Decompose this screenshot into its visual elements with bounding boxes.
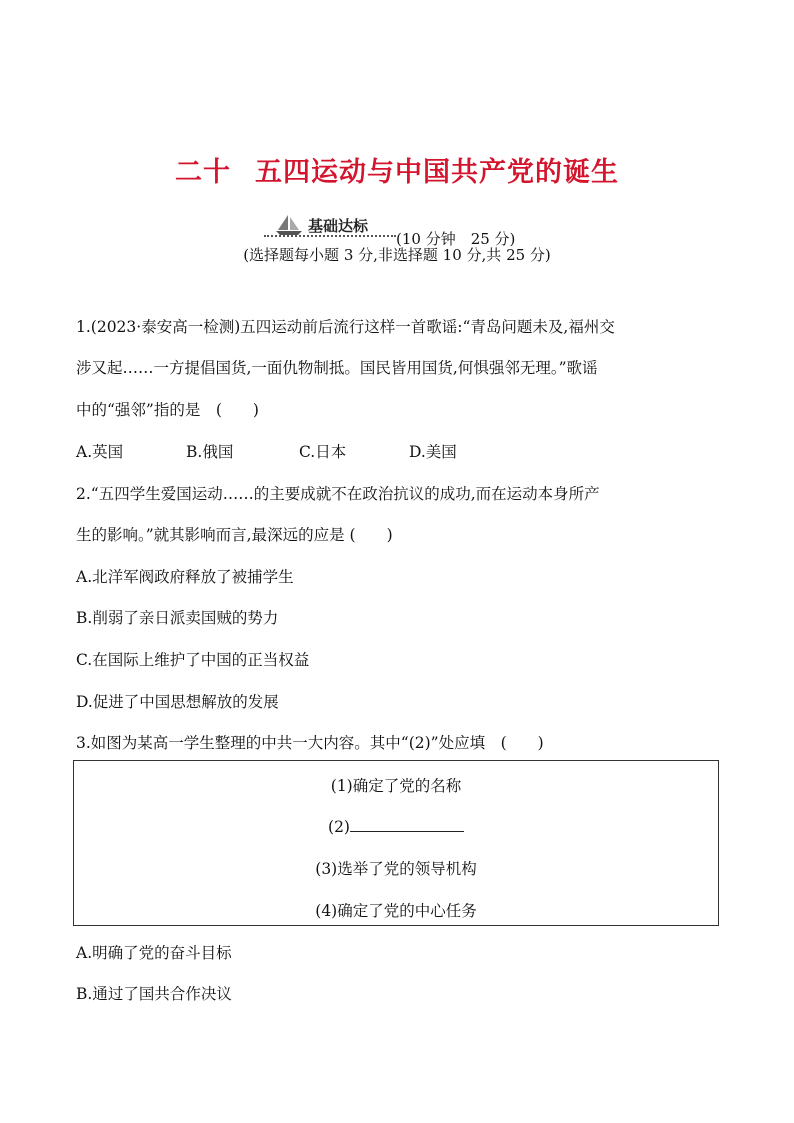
scoring-note: (选择题每小题 3 分,非选择题 10 分,共 25 分)	[243, 246, 551, 264]
q2-option-d[interactable]: D.促进了中国思想解放的发展	[76, 693, 279, 711]
q3-option-b[interactable]: B.通过了国共合作决议	[76, 985, 232, 1003]
q1-option-a[interactable]: A.英国	[76, 443, 124, 461]
answer-blank[interactable]	[350, 816, 464, 832]
q2-option-a[interactable]: A.北洋军阀政府释放了被捕学生	[76, 568, 294, 586]
q3-stem: 3.如图为某高一学生整理的中共一大内容。其中“(2)”处应填 ( )	[76, 734, 544, 752]
q3-content-box	[73, 760, 719, 926]
dotted-divider	[264, 235, 396, 237]
box-item-4: (4)确定了党的中心任务	[315, 902, 477, 920]
page-title	[0, 150, 794, 189]
box-item-2	[74, 816, 718, 836]
section-time: (10 分钟 25 分)	[396, 230, 516, 248]
lesson-title: 五四运动与中国共产党的诞生	[255, 157, 619, 188]
box-item-1: (1)确定了党的名称	[330, 777, 462, 795]
q1-option-c[interactable]: C.日本	[299, 443, 347, 461]
q2-line-1: 2.“五四学生爱国运动……的主要成就不在政治抗议的成功,而在运动本身所产	[76, 485, 600, 503]
q1-line-2: 涉又起……一方提倡国货,一面仇物制抵。国民皆用国货,何惧强邻无理。”歌谣	[76, 359, 598, 377]
q1-option-d[interactable]: D.美国	[409, 443, 457, 461]
q3-option-a[interactable]: A.明确了党的奋斗目标	[76, 944, 232, 962]
q2-option-c[interactable]: C.在国际上维护了中国的正当权益	[76, 651, 310, 669]
q2-option-b[interactable]: B.削弱了亲日派卖国贼的势力	[76, 609, 279, 627]
q1-option-b[interactable]: B.俄国	[186, 443, 234, 461]
lesson-number: 二十	[175, 157, 231, 188]
q1-options	[76, 440, 457, 462]
q2-line-2: 生的影响。”就其影响而言,最深远的应是 ( )	[76, 526, 393, 544]
section-label: 基础达标	[308, 217, 369, 235]
box-item-3: (3)选举了党的领导机构	[315, 860, 477, 878]
box-item-2-label: (2)	[328, 818, 350, 836]
q1-line-3: 中的“强邻”指的是 ( )	[76, 401, 259, 419]
q1-line-1: 1.(2023·泰安高一检测)五四运动前后流行这样一首歌谣:“青岛问题未及,福州交	[76, 318, 615, 336]
